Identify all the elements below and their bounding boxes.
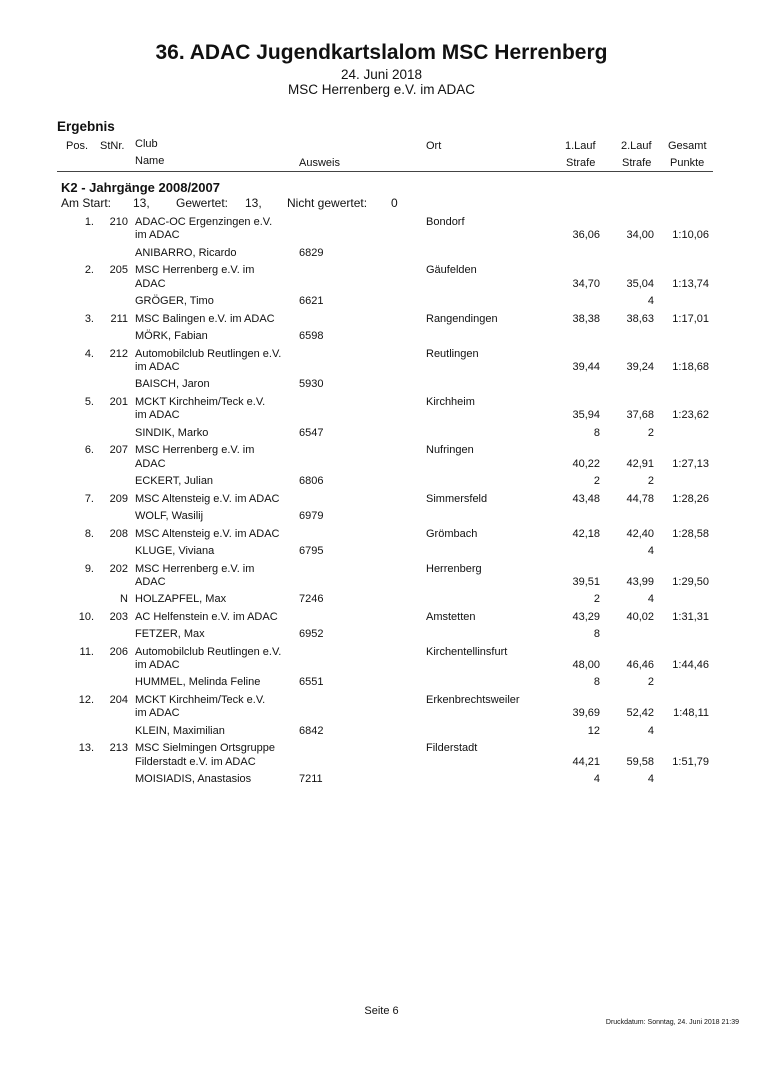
col-ort: Ort xyxy=(426,140,442,152)
ausweis-value: 7211 xyxy=(299,773,323,785)
lauf1-value: 40,22 xyxy=(572,457,600,470)
lauf1-value: 39,51 xyxy=(572,575,600,588)
club-name: MSC Sielmingen Ortsgruppe xyxy=(135,742,276,755)
lauf1-value: 42,18 xyxy=(572,527,600,540)
lauf2-value: 37,68 xyxy=(626,409,654,422)
ausweis-value: 6806 xyxy=(299,474,324,487)
ort-value: Herrenberg xyxy=(426,562,482,575)
club-name: Automobilclub Reutlingen e.V. xyxy=(135,645,282,658)
page-number: Seite 6 xyxy=(364,1005,399,1017)
gesamt-value: 1:31,31 xyxy=(672,610,709,623)
section-title: Ergebnis xyxy=(57,119,115,134)
club-name: im ADAC xyxy=(135,360,180,373)
gesamt-value: 1:51,79 xyxy=(672,755,709,768)
strafe1-value: 2 xyxy=(593,593,600,606)
ausweis-value: 6829 xyxy=(299,246,324,259)
driver-name: MÖRK, Fabian xyxy=(135,329,208,342)
ort-value: Amstetten xyxy=(426,610,476,623)
gesamt-value: 1:18,68 xyxy=(672,360,709,373)
ausweis-value: 7246 xyxy=(299,593,324,606)
col-lauf2: 2.Lauf xyxy=(621,140,652,152)
lauf2-value: 40,02 xyxy=(626,610,654,623)
lauf2-value: 35,04 xyxy=(626,277,654,290)
gesamt-value: 1:27,13 xyxy=(672,457,709,470)
header-divider xyxy=(57,171,713,172)
gewertet-value: 13, xyxy=(245,196,262,210)
lauf2-value: 42,91 xyxy=(626,457,654,470)
stnr-value: 207 xyxy=(109,444,128,457)
lauf1-value: 48,00 xyxy=(572,659,600,672)
lauf2-value: 44,78 xyxy=(626,492,654,505)
pos-value: 3. xyxy=(84,312,94,325)
marker-value: N xyxy=(120,593,128,606)
driver-name: SINDIK, Marko xyxy=(135,426,209,439)
ausweis-value: 6547 xyxy=(299,426,324,439)
print-date: Druckdatum: Sonntag, 24. Juni 2018 21:39 xyxy=(605,1019,739,1026)
strafe1-value: 12 xyxy=(587,724,600,737)
nicht-gewertet-label: Nicht gewertet: xyxy=(287,196,368,210)
strafe1-value: 2 xyxy=(593,474,600,487)
lauf1-value: 39,44 xyxy=(572,360,600,373)
document-title: 36. ADAC Jugendkartslalom MSC Herrenberg xyxy=(155,41,608,64)
strafe1-value: 8 xyxy=(593,426,600,439)
event-date: 24. Juni 2018 xyxy=(340,67,423,82)
pos-value: 5. xyxy=(84,395,94,408)
driver-name: HOLZAPFEL, Max xyxy=(135,593,227,606)
lauf2-value: 42,40 xyxy=(626,527,654,540)
gesamt-value: 1:29,50 xyxy=(672,575,709,588)
lauf1-value: 35,94 xyxy=(572,409,600,422)
club-name: MCKT Kirchheim/Teck e.V. xyxy=(135,395,266,408)
stnr-value: 211 xyxy=(110,312,128,325)
ort-value: Kirchheim xyxy=(426,395,475,408)
gesamt-value: 1:48,11 xyxy=(673,707,709,720)
strafe2-value: 4 xyxy=(647,773,654,785)
strafe2-value: 4 xyxy=(647,593,654,606)
stnr-value: 210 xyxy=(109,216,128,228)
gesamt-value: 1:28,58 xyxy=(672,527,709,540)
ausweis-value: 6551 xyxy=(299,676,324,689)
club-name: MSC Herrenberg e.V. im xyxy=(135,264,255,277)
stnr-value: 201 xyxy=(109,395,128,408)
col-club: Club xyxy=(135,138,158,150)
club-name: ADAC xyxy=(135,277,166,290)
pos-value: 1. xyxy=(84,216,94,228)
driver-name: HUMMEL, Melinda Feline xyxy=(135,676,261,689)
pos-value: 13. xyxy=(78,742,94,755)
col-gesamt: Gesamt xyxy=(668,140,707,152)
club-name: Filderstadt e.V. im ADAC xyxy=(135,755,256,768)
stnr-value: 202 xyxy=(109,562,128,575)
stnr-value: 206 xyxy=(109,645,128,658)
nicht-gewertet-value: 0 xyxy=(391,196,398,210)
col-strafe2: Strafe xyxy=(622,157,652,169)
club-name: im ADAC xyxy=(135,659,180,672)
lauf1-value: 39,69 xyxy=(572,707,600,720)
lauf1-value: 43,29 xyxy=(572,610,600,623)
club-name: Automobilclub Reutlingen e.V. xyxy=(135,347,282,360)
table-row xyxy=(0,0,763,1)
club-name: MSC Altensteig e.V. im ADAC xyxy=(135,492,280,505)
driver-name: BAISCH, Jaron xyxy=(135,378,210,391)
lauf1-value: 38,38 xyxy=(572,312,600,325)
pos-value: 8. xyxy=(84,527,94,540)
driver-name: MOISIADIS, Anastasios xyxy=(135,773,252,785)
lauf2-value: 59,58 xyxy=(626,755,654,768)
ausweis-value: 6842 xyxy=(299,724,324,737)
driver-name: FETZER, Max xyxy=(135,628,205,641)
driver-name: ANIBARRO, Ricardo xyxy=(135,246,237,259)
strafe1-value: 8 xyxy=(593,676,600,689)
gesamt-value: 1:23,62 xyxy=(672,409,709,422)
lauf1-value: 36,06 xyxy=(572,229,600,242)
col-strafe1: Strafe xyxy=(566,157,596,169)
club-name: ADAC-OC Ergenzingen e.V. xyxy=(135,216,273,228)
am-start-label: Am Start: xyxy=(61,196,112,210)
pos-value: 2. xyxy=(84,264,94,277)
lauf2-value: 39,24 xyxy=(626,360,654,373)
col-ausweis: Ausweis xyxy=(299,157,340,169)
stnr-value: 203 xyxy=(109,610,128,623)
lauf2-value: 43,99 xyxy=(626,575,654,588)
gesamt-value: 1:13,74 xyxy=(672,277,709,290)
gesamt-value: 1:44,46 xyxy=(672,659,709,672)
lauf2-value: 34,00 xyxy=(626,229,654,242)
club-name: ADAC xyxy=(135,575,166,588)
ort-value: Erkenbrechtsweiler xyxy=(426,694,520,707)
pos-value: 12. xyxy=(78,694,94,707)
club-name: MSC Herrenberg e.V. im xyxy=(135,444,255,457)
lauf1-value: 44,21 xyxy=(572,755,600,768)
driver-name: KLEIN, Maximilian xyxy=(135,724,225,737)
am-start-value: 13, xyxy=(133,196,150,210)
pos-value: 4. xyxy=(84,347,94,360)
club-name: MCKT Kirchheim/Teck e.V. xyxy=(135,694,266,707)
club-name: im ADAC xyxy=(135,707,180,720)
stnr-value: 209 xyxy=(109,492,128,505)
strafe2-value: 2 xyxy=(647,474,654,487)
pos-value: 10. xyxy=(78,610,94,623)
driver-name: GRÖGER, Timo xyxy=(135,294,214,307)
pos-value: 11. xyxy=(79,645,94,658)
lauf2-value: 46,46 xyxy=(626,659,654,672)
pos-value: 9. xyxy=(84,562,94,575)
gesamt-value: 1:10,06 xyxy=(672,229,709,242)
col-stnr: StNr. xyxy=(100,140,125,152)
col-name: Name xyxy=(135,155,165,167)
ausweis-value: 6952 xyxy=(299,628,324,641)
pos-value: 6. xyxy=(84,444,94,457)
lauf2-value: 38,63 xyxy=(626,312,654,325)
driver-name: WOLF, Wasilij xyxy=(135,509,204,522)
ort-value: Simmersfeld xyxy=(426,492,488,505)
pos-value: 7. xyxy=(84,492,94,505)
strafe1-value: 4 xyxy=(593,773,600,785)
driver-name: KLUGE, Viviana xyxy=(135,544,215,557)
club-name: ADAC xyxy=(135,457,166,470)
strafe1-value: 8 xyxy=(593,628,600,641)
gesamt-value: 1:28,26 xyxy=(672,492,709,505)
category-title: K2 - Jahrgänge 2008/2007 xyxy=(61,180,220,195)
stnr-value: 205 xyxy=(109,264,128,277)
strafe2-value: 2 xyxy=(647,426,654,439)
ort-value: Gäufelden xyxy=(426,264,477,277)
ort-value: Kirchentellinsfurt xyxy=(426,645,508,658)
ort-value: Nufringen xyxy=(426,444,474,457)
col-lauf1: 1.Lauf xyxy=(565,140,596,152)
ort-value: Grömbach xyxy=(426,527,478,540)
col-pos: Pos. xyxy=(66,140,89,152)
club-name: im ADAC xyxy=(135,409,180,422)
club-name: AC Helfenstein e.V. im ADAC xyxy=(135,610,278,623)
ausweis-value: 6621 xyxy=(299,294,324,307)
strafe2-value: 2 xyxy=(647,676,654,689)
stnr-value: 204 xyxy=(109,694,128,707)
driver-name: ECKERT, Julian xyxy=(135,474,214,487)
ausweis-value: 5930 xyxy=(299,378,324,391)
ausweis-value: 6979 xyxy=(299,509,324,522)
lauf2-value: 52,42 xyxy=(626,707,654,720)
strafe2-value: 4 xyxy=(647,724,654,737)
ausweis-value: 6795 xyxy=(299,544,324,557)
ort-value: Rangendingen xyxy=(426,312,498,325)
strafe2-value: 4 xyxy=(647,294,654,307)
organizer: MSC Herrenberg e.V. im ADAC xyxy=(287,82,476,97)
club-name: MSC Herrenberg e.V. im xyxy=(135,562,255,575)
stnr-value: 213 xyxy=(109,742,128,755)
club-name: MSC Altensteig e.V. im ADAC xyxy=(135,527,280,540)
club-name: im ADAC xyxy=(135,229,180,242)
ausweis-value: 6598 xyxy=(299,329,324,342)
gesamt-value: 1:17,01 xyxy=(672,312,709,325)
gewertet-label: Gewertet: xyxy=(176,196,229,210)
col-punkte: Punkte xyxy=(670,157,705,169)
strafe2-value: 4 xyxy=(647,544,654,557)
ort-value: Reutlingen xyxy=(426,347,479,360)
club-name: MSC Balingen e.V. im ADAC xyxy=(135,312,275,325)
stnr-value: 208 xyxy=(109,527,128,540)
lauf1-value: 34,70 xyxy=(572,277,600,290)
stnr-value: 212 xyxy=(109,347,128,360)
lauf1-value: 43,48 xyxy=(572,492,600,505)
ort-value: Filderstadt xyxy=(426,742,478,755)
ort-value: Bondorf xyxy=(426,216,465,228)
